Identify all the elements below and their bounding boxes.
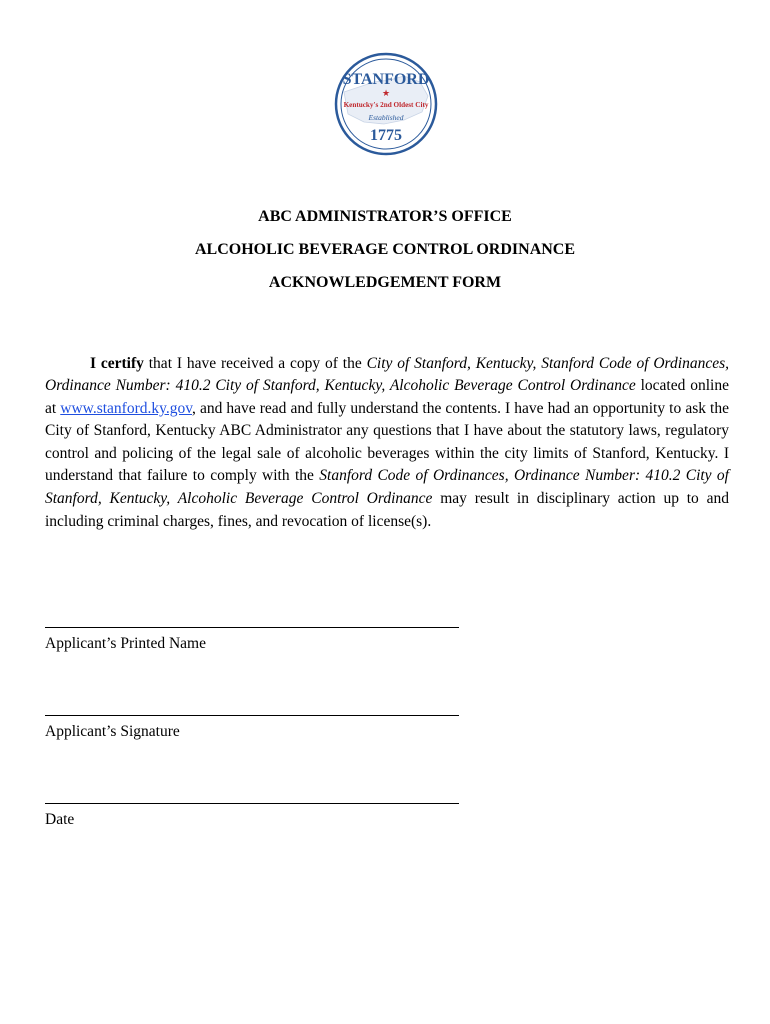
office-heading: ABC ADMINISTRATOR’S OFFICE bbox=[258, 208, 512, 225]
date-label: Date bbox=[45, 811, 75, 828]
signature-label: Applicant’s Signature bbox=[45, 723, 180, 740]
form-title: ACKNOWLEDGEMENT FORM bbox=[268, 274, 502, 291]
date-field bbox=[45, 803, 465, 830]
seal-motto-text: Kentucky's 2nd Oldest City bbox=[343, 101, 429, 109]
stanford-city-seal-logo bbox=[334, 52, 438, 156]
cert-text-3: , and have read and fully understand the contents. I have had an opportunity to ask the City of Stanford, Kentucky ABC Administrator any questions that I have about the statutory laws, regulatory control and policing of the legal sale of alcoholic beverages within the city limits of Stanford, Kentucky. I understand that failure to comply with the bbox=[45, 399, 729, 485]
cert-text-4: may result in disciplinary action up to and including criminal charges, fines, and revocation of license(s). bbox=[45, 490, 729, 530]
seal-year-text: 1775 bbox=[370, 127, 402, 144]
website-link[interactable]: www.stanford.ky.gov bbox=[60, 399, 192, 417]
signature-field bbox=[45, 715, 465, 742]
seal-established-text: Established bbox=[368, 113, 404, 122]
ordinance-reference-1: City of Stanford, Kentucky, Stanford Code of Ordinances, Ordinance Number: 410.2 City of Stanford, Kentucky, Alcoholic Beverage Control Ordinance bbox=[45, 354, 729, 395]
certify-lead: I certify bbox=[90, 354, 144, 372]
ordinance-reference-2: Stanford Code of Ordinances, Ordinance Number: 410.2 City of Stanford, Kentucky, Alcoholic Beverage Control Ordinance bbox=[45, 467, 729, 508]
printed-name-label: Applicant’s Printed Name bbox=[45, 635, 206, 652]
signature-line[interactable] bbox=[45, 715, 459, 716]
seal-star-icon: ★ bbox=[381, 88, 391, 98]
date-line[interactable] bbox=[45, 803, 459, 804]
seal-name-text: STANFORD bbox=[342, 71, 430, 88]
ordinance-heading: ALCOHOLIC BEVERAGE CONTROL ORDINANCE bbox=[194, 241, 576, 258]
printed-name-field bbox=[45, 627, 465, 654]
printed-name-line[interactable] bbox=[45, 627, 459, 628]
certification-paragraph bbox=[45, 353, 729, 534]
cert-text-1: that I have received a copy of the bbox=[143, 354, 367, 372]
cert-text-2: located online at bbox=[45, 377, 729, 417]
